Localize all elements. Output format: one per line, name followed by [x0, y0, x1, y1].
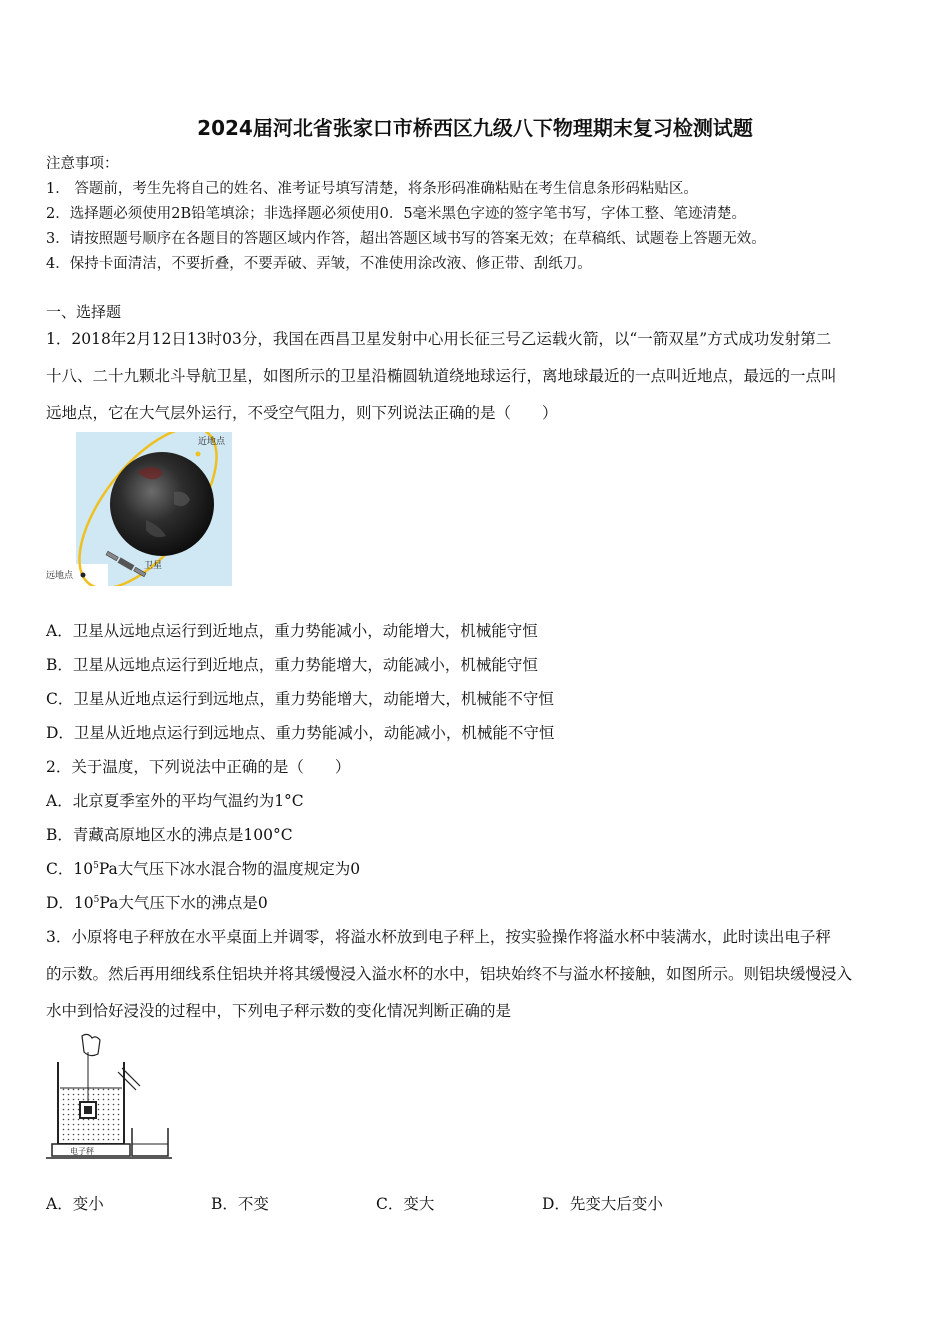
q2-option-d: [46, 891, 268, 913]
q3-option-a: A．变小: [46, 1195, 104, 1213]
note-item: 4．保持卡面清洁，不要折叠，不要弄破、弄皱，不准使用涂改液、修正带、刮纸刀。: [46, 256, 592, 272]
near-point-dot: [196, 452, 201, 457]
beaker: [132, 1128, 168, 1156]
q3-option-d: D．先变大后变小: [542, 1195, 663, 1213]
overflow-cup-figure: [46, 1032, 172, 1160]
q2-option-d-exponent: 5: [93, 894, 100, 905]
q1-option-c: C．卫星从近地点运行到远地点，重力势能增大，动能增大，机械能不守恒: [46, 690, 554, 708]
q1-stem-line: 1．2018年2月12日13时03分，我国在西昌卫星发射中心用长征三号乙运载火箭，以“一箭双星”方式成功发射第二: [46, 330, 832, 348]
note-item: 1． 答题前，考生先将自己的姓名、准考证号填写清楚，将条形码准确粘贴在考生信息条形码粘贴区。: [46, 181, 698, 197]
notes-heading: 注意事项：: [46, 156, 119, 172]
q3-stem-line: 3．小原将电子秤放在水平桌面上并调零，将溢水杯放到电子秤上，按实验操作将溢水杯中装满水，此时读出电子秤: [46, 928, 831, 946]
spout: [118, 1068, 140, 1090]
q2-option-b: B．青藏高原地区水的沸点是100°C: [46, 826, 293, 844]
hand-icon: [82, 1034, 100, 1055]
q3-option-c: C．变大: [376, 1195, 435, 1213]
q2-option-c-prefix: C．10: [46, 860, 94, 878]
q3-option-b: B．不变: [211, 1195, 269, 1213]
near-point-label: 近地点: [198, 437, 226, 447]
q2-option-d-suffix: Pa大气压下水的沸点是0: [99, 894, 268, 912]
q2-option-d-prefix: D．10: [46, 894, 94, 912]
note-item: 3．请按照题号顺序在各题目的答题区域内作答，超出答题区域书写的答案无效；在草稿纸、试题卷上答题无效。: [46, 231, 766, 247]
q1-option-a: A．卫星从远地点运行到近地点，重力势能减小，动能增大，机械能守恒: [46, 622, 538, 640]
satellite-orbit-figure: [46, 432, 232, 586]
section-heading: 一、选择题: [46, 303, 122, 321]
page-title: 2024届河北省张家口市桥西区九级八下物理期末复习检测试题: [197, 116, 753, 140]
far-point-label: 远地点: [46, 571, 74, 581]
q1-option-d: D．卫星从近地点运行到远地点、重力势能减小，动能减小，机械能不守恒: [46, 724, 555, 742]
far-point-dot: [81, 573, 86, 578]
q2-option-a: A．北京夏季室外的平均气温约为1°C: [46, 792, 304, 810]
q1-stem-line: 远地点，它在大气层外运行，不受空气阻力，则下列说法正确的是（ ）: [46, 404, 558, 422]
q2-option-c-suffix: Pa大气压下冰水混合物的温度规定为0: [98, 860, 361, 878]
q2-stem: 2．关于温度，下列说法中正确的是（ ）: [46, 758, 351, 776]
scale-label: 电子秤: [70, 1147, 94, 1156]
q2-option-c-exponent: 5: [93, 860, 99, 871]
q3-stem-line: 水中到恰好浸没的过程中，下列电子秤示数的变化情况判断正确的是: [46, 1002, 512, 1020]
q2-option-c: [46, 857, 360, 879]
satellite-label: 卫星: [144, 561, 163, 571]
q3-stem-line: 的示数。然后再用细线系住铝块并将其缓慢浸入溢水杯的水中，铝块始终不与溢水杯接触，如图所示。则铝块缓慢浸入: [46, 965, 853, 983]
note-item: 2．选择题必须使用2B铅笔填涂；非选择题必须使用0．5毫米黑色字迹的签字笔书写，字体工整、笔迹清楚。: [46, 206, 747, 222]
q1-option-b: B．卫星从远地点运行到近地点，重力势能增大，动能减小，机械能守恒: [46, 656, 538, 674]
earth: [110, 452, 214, 556]
q1-stem-line: 十八、二十九颗北斗导航卫星，如图所示的卫星沿椭圆轨道绕地球运行，离地球最近的一点叫近地点，最远的一点叫: [46, 367, 837, 385]
